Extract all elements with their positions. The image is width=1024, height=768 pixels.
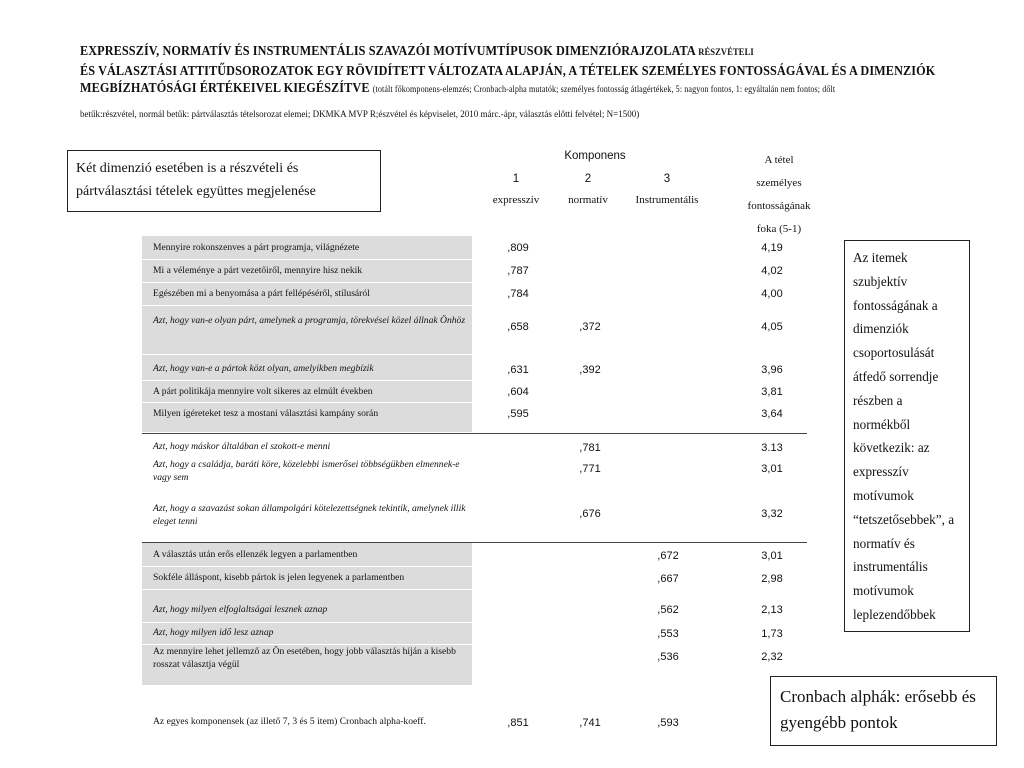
page-title	[80, 42, 958, 98]
col1-name: expresszív	[492, 194, 540, 206]
importance-value: 4,05	[761, 321, 783, 333]
table-row-label: Azt, hogy a szavazást sokan állampolgári kötelezettségnek tekintik, amelynek illik eleget tenni	[153, 503, 466, 527]
callout-right: Az itemek szubjektív fontosságának a dimenziók csoportosulását átfedő sorrendje részben a normékből következik: az expresszív motívumok “tetszetősebbek”, a normatív és instrumentális motívumok leplezendőbbek	[844, 240, 970, 632]
title-line-2: ÉS VÁLASZTÁSI ATTITŰDSOROZATOK EGY RÖVIDÍTETT VÁLTOZATA ALAPJÁN, A TÉTELEK SZEMÉLYES FONTOSSÁGÁVAL ÉS A DIMENZIÓK	[80, 63, 936, 78]
separator-line	[142, 542, 807, 543]
importance-value: 2,32	[761, 651, 783, 663]
table-row-label: Azt, hogy a családja, baráti köre, közelebbi ismerősei többségükben elmennek-e vagy sem	[153, 459, 460, 483]
loading-c1: ,595	[507, 408, 529, 420]
importance-value: 4,19	[761, 242, 783, 254]
loading-c1: ,787	[507, 265, 529, 277]
table-row-label: Azt, hogy milyen idő lesz aznap	[153, 627, 274, 638]
importance-value: 1,73	[761, 628, 783, 640]
col1-number: 1	[512, 173, 520, 185]
loading-c1: ,784	[507, 288, 529, 300]
loading-c1: ,604	[507, 386, 529, 398]
importance-value: 2,98	[761, 573, 783, 585]
title-note: betűk:részvétel, normál betűk: pártválasztás tételsorozat elemei; DKMKA MVP R;észvétel és képviselet, 2010 márc.-ápr, választás előtti felvétel; N=1500)	[80, 109, 640, 119]
col2-name: normatív	[568, 194, 608, 206]
col2-number: 2	[584, 173, 592, 185]
loading-c1: ,658	[507, 321, 529, 333]
col3-number: 3	[663, 173, 671, 185]
loading-c2: ,392	[579, 364, 601, 376]
table-row-label: Azt, hogy van-e a pártok közt olyan, amelyikben megbízik	[153, 363, 374, 374]
cronbach-c3: ,593	[657, 717, 679, 729]
table-row-label: Azt, hogy máskor általában el szokott-e menni	[153, 441, 331, 452]
table-row-label: A választás után erős ellenzék legyen a parlamentben	[153, 549, 358, 560]
cronbach-c2: ,741	[579, 717, 601, 729]
col3-name: Instrumentális	[635, 194, 699, 206]
table-row-label: Mi a véleménye a párt vezetőiről, mennyire hisz nekik	[153, 265, 363, 276]
table-row-label: A párt politikája mennyire volt sikeres az elmúlt években	[153, 386, 373, 397]
komponens-header: Komponens	[564, 150, 626, 162]
loading-c2: ,771	[579, 463, 601, 475]
separator-line	[142, 433, 807, 434]
table-row-label: Egészében mi a benyomása a párt fellépéséről, stílusáról	[153, 288, 370, 299]
loading-c2: ,676	[579, 508, 601, 520]
loading-c3: ,562	[657, 604, 679, 616]
loading-c3: ,536	[657, 651, 679, 663]
importance-value: 3,32	[761, 508, 783, 520]
table-row-label: Azt, hogy milyen elfoglaltságai lesznek aznap	[153, 604, 328, 615]
importance-value: 2,13	[761, 604, 783, 616]
loading-c1: ,809	[507, 242, 529, 254]
importance-value: 3,81	[761, 386, 783, 398]
loading-c2: ,781	[579, 442, 601, 454]
importance-value: 3,01	[761, 463, 783, 475]
table-row-label: Azt, hogy van-e olyan párt, amelynek a programja, törekvései közel állnak Önhöz	[153, 315, 466, 326]
loading-c3: ,667	[657, 573, 679, 585]
importance-value: 3,64	[761, 408, 783, 420]
importance-value: 3.13	[761, 442, 783, 454]
loading-c3: ,553	[657, 628, 679, 640]
importance-value: 3,01	[761, 550, 783, 562]
importance-value: 4,02	[761, 265, 783, 277]
loading-c1: ,631	[507, 364, 529, 376]
importance-value: 4,00	[761, 288, 783, 300]
loading-c3: ,672	[657, 550, 679, 562]
cronbach-c1: ,851	[507, 717, 529, 729]
callout-bottom: Cronbach alphák: erősebb és gyengébb pontok	[770, 676, 997, 746]
title-line-3: MEGBÍZHATÓSÁGI ÉRTÉKEIVEL KIEGÉSZÍTVE (totált főkomponens-elemzés; Cronbach-alpha mutatók; személyes fontosság átlagértékek, 5: nagyon fontos, 1: egyáltalán nem fontos; dőlt	[80, 80, 836, 95]
table-row-label: Az mennyire lehet jellemző az Ön esetében, hogy jobb választás híján a kisebb rosszat választja végül	[153, 646, 456, 670]
table-row-label: Sokféle álláspont, kisebb pártok is jelen legyenek a parlamentben	[153, 572, 405, 583]
loading-c2: ,372	[579, 321, 601, 333]
title-line-1: EXPRESSZÍV, NORMATÍV ÉS INSTRUMENTÁLIS SZAVAZÓI MOTÍVUMTÍPUSOK DIMENZIÓRAJZOLATA RÉSZVÉTELI	[80, 43, 754, 58]
col4-header: A tétel személyes fontosságának foka (5-1)	[747, 154, 811, 235]
table-row-label: Milyen ígéreteket tesz a mostani választási kampány során	[153, 408, 379, 419]
table-row-label: Mennyire rokonszenves a párt programja, világnézete	[153, 242, 360, 253]
importance-value: 3,96	[761, 364, 783, 376]
callout-left: Két dimenzió esetében is a részvételi és pártválasztási tételek együttes megjelenése	[67, 150, 381, 212]
cronbach-row-label: Az egyes komponensek (az illető 7, 3 és 5 item) Cronbach alpha-koeff.	[153, 716, 426, 727]
